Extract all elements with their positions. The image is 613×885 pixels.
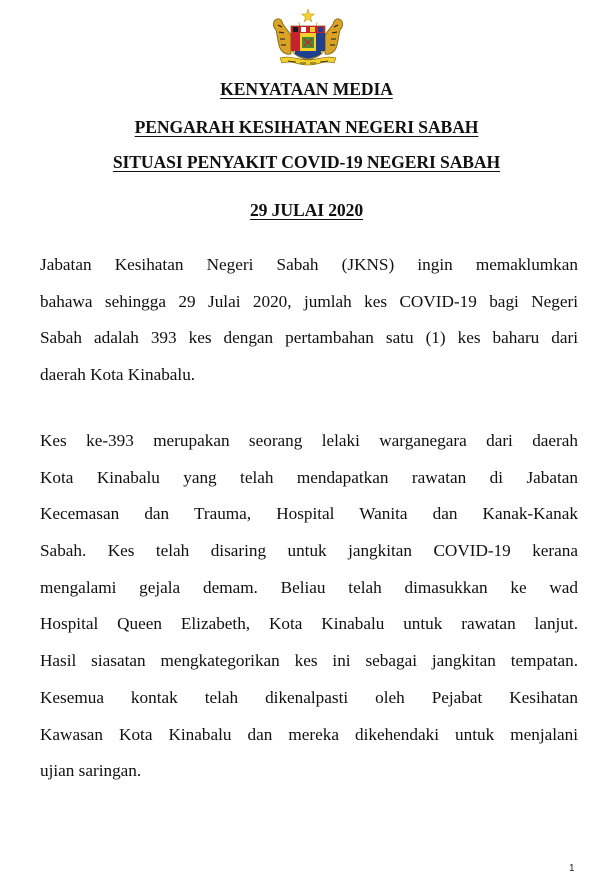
paragraph-line: daerah Kota Kinabalu.: [40, 365, 196, 385]
document-heading-subject: SITUASI PENYAKIT COVID-19 NEGERI SABAH: [112, 152, 501, 172]
paragraph-line: Kes ke-393 merupakan seorang lelaki warganegara dari daerah: [40, 431, 578, 450]
paragraph-line: bahawa sehingga 29 Julai 2020, jumlah kes COVID-19 bagi Negeri: [40, 291, 578, 311]
paragraph-line: Kecemasan dan Trauma, Hospital Wanita dan Kanak-Kanak: [40, 504, 578, 524]
malaysia-coat-of-arms-icon: [266, 8, 350, 66]
paragraph-line: Kesemua kontak telah dikenalpasti oleh Pejabat Kesihatan: [40, 687, 578, 707]
document-date: 29 JULAI 2020: [249, 200, 364, 220]
paragraph-2: [40, 423, 578, 790]
paragraph-line: Kawasan Kota Kinabalu dan mereka dikehendaki untuk menjalani: [40, 724, 578, 744]
paragraph-line: mengalami gejala demam. Beliau telah dimasukkan ke wad: [40, 577, 578, 597]
page-number: 1: [569, 863, 575, 874]
paragraph-line: Sabah adalah 393 kes dengan pertambahan satu (1) kes baharu dari: [40, 328, 578, 348]
document-heading-authority: PENGARAH KESIHATAN NEGERI SABAH: [134, 117, 479, 137]
paragraph-line: Hasil siasatan mengkategorikan kes ini sebagai jangkitan tempatan.: [40, 651, 578, 671]
paragraph-1: [40, 247, 578, 394]
paragraph-line: Hospital Queen Elizabeth, Kota Kinabalu untuk rawatan lanjut.: [40, 614, 578, 634]
document-heading-title: KENYATAAN MEDIA: [220, 79, 393, 99]
paragraph-line: Jabatan Kesihatan Negeri Sabah (JKNS) ingin memaklumkan: [40, 255, 578, 274]
paragraph-line: Sabah. Kes telah disaring untuk jangkitan COVID-19 kerana: [40, 541, 578, 561]
paragraph-line: Kota Kinabalu yang telah mendapatkan rawatan di Jabatan: [40, 467, 578, 487]
paragraph-line: ujian saringan.: [40, 761, 142, 781]
